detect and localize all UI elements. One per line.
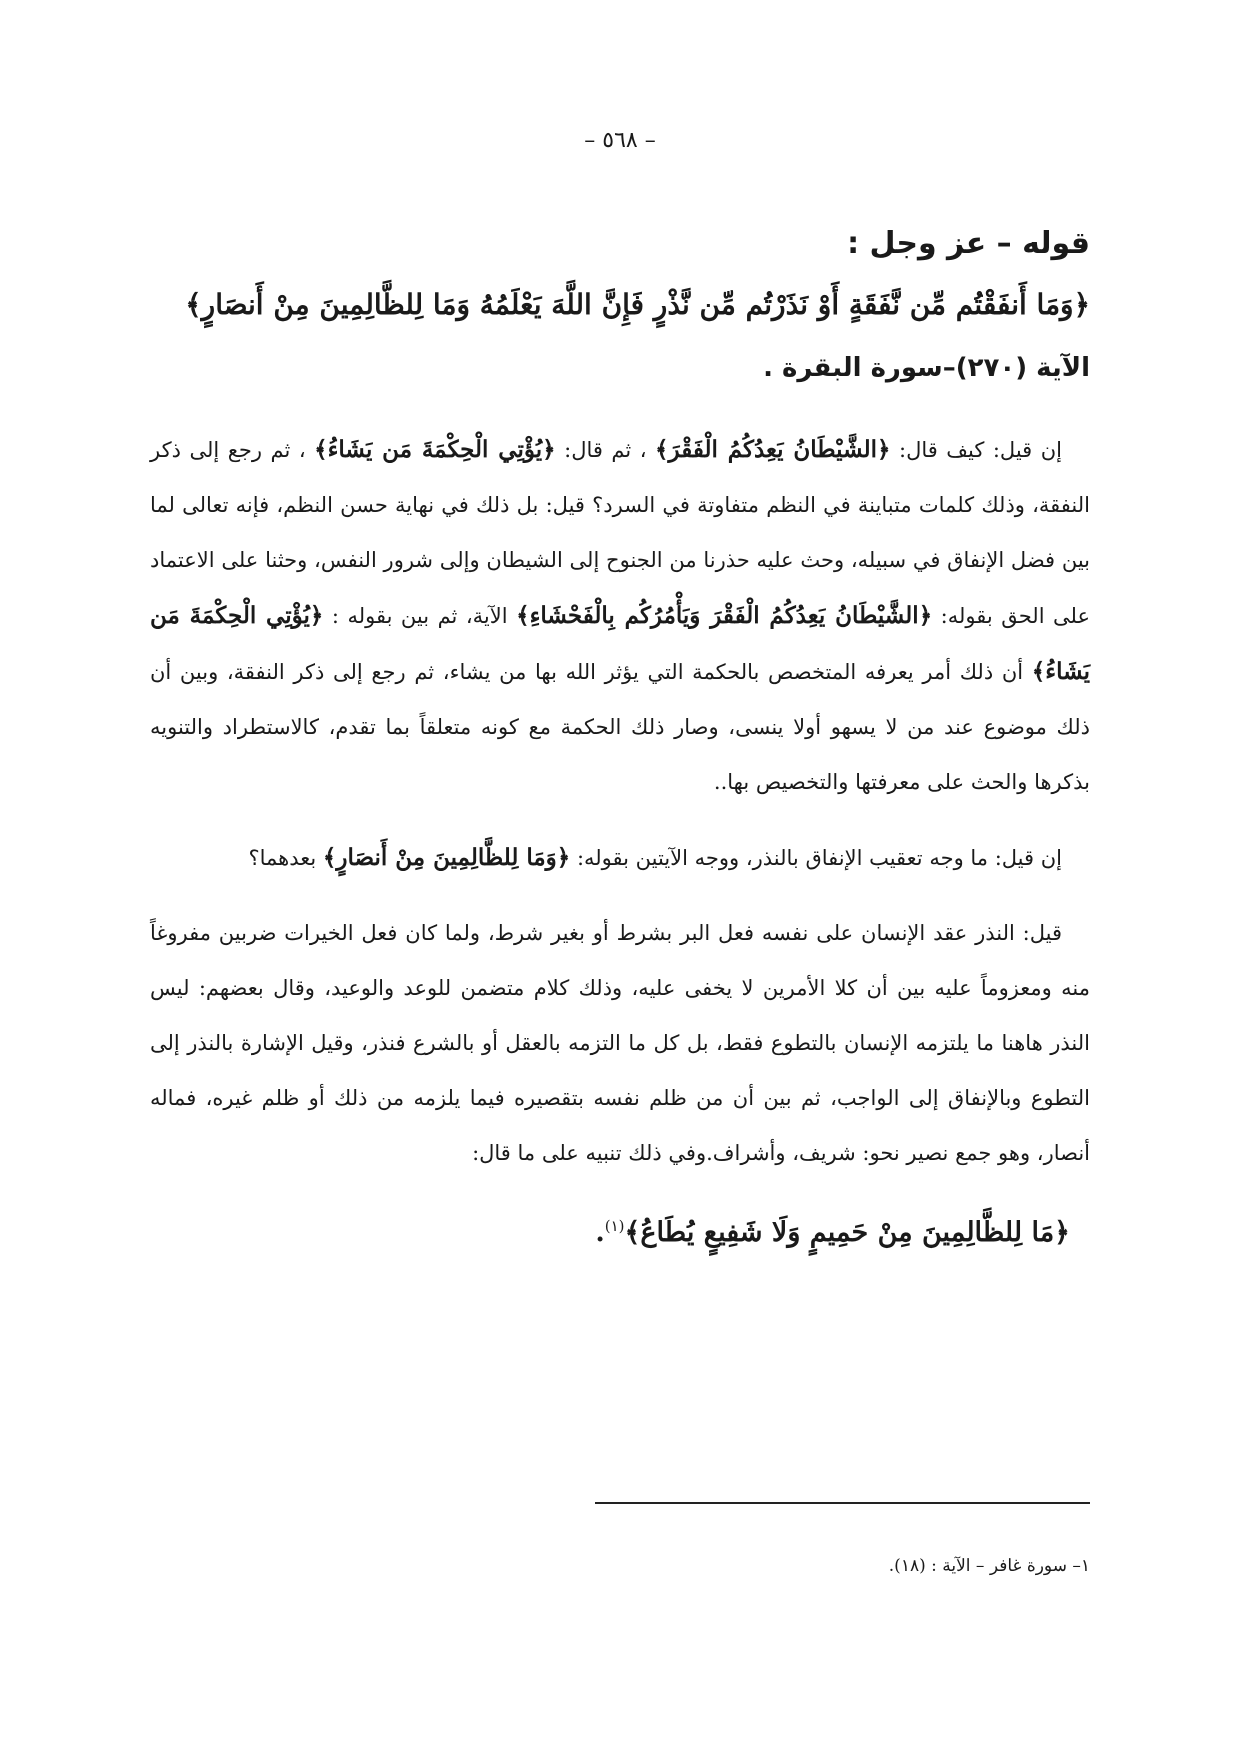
paragraph-3 <box>150 906 1090 1181</box>
paragraph-2 <box>150 830 1090 886</box>
text-run: ، ثم قال: <box>555 438 647 462</box>
paragraph-1 <box>150 422 1090 810</box>
text-run: قيل: النذر عقد الإنسان على نفسه فعل البر بشرط أو بغير شرط، ولما كان فعل الخيرات ضربين مفروغاً منه ومعزوماً عليه بين أن كلا الأمرين لا يخفى عليه، وذلك كلام متضمن للوعد والوعيد، وقال بعضهم: ليس النذر هاهنا ما يلتزمه الإنسان بالتطوع فقط، بل كل ما التزمه بالعقل أو بالشرع فنذر، وقيل الإشارة بالنذر إلى التطوع وبالإنفاق إلى الواجب، ثم بين أن من ظلم نفسه بتقصيره فيما يلزمه من ذلك أو ظلم غيره، فماله أنصار، وهو جمع نصير نحو: شريف، وأشراف.وفي ذلك تنبيه على ما قال: <box>150 921 1090 1165</box>
quoted-verse: ﴿يُؤْتِي الْحِكْمَةَ مَن يَشَاءُ﴾ <box>314 436 556 463</box>
page-content <box>150 220 1090 1258</box>
text-run: بعدهما؟ <box>248 846 317 870</box>
text-run: الآية، ثم بين بقوله : <box>323 604 508 628</box>
verse-reference: الآية (٢٧٠)–سورة البقرة . <box>763 353 1090 383</box>
final-quoted-verse <box>150 1201 1090 1258</box>
quran-verse: ﴿وَمَا أَنفَقْتُم مِّن نَّفَقَةٍ أَوْ نَذَرْتُم مِّن نَّذْرٍ فَإِنَّ اللَّهَ يَعْلَمُهُ وَمَا لِلظَّالِمِينَ مِنْ أَنصَارٍ﴾ <box>185 288 1090 321</box>
text-run: ، ثم رجع إلى ذكر النفقة، وذلك كلمات متباينة في النظم متفاوتة في السرد؟ قيل: بل ذلك في نهاية حسن النظم، فإنه تعالى لما بين فضل الإنفاق في سبيله، وحث عليه حذرنا من الجنوح إلى الشيطان وإلى شرور النفس، وحثنا على الاعتماد على الحق بقوله: <box>150 438 1091 628</box>
verse-text: ﴿مَا لِلظَّالِمِينَ مِنْ حَمِيمٍ وَلَا شَفِيعٍ يُطَاعُ﴾ <box>624 1217 1070 1248</box>
footnote-marker: (١) <box>604 1217 625 1235</box>
footnote: ١– سورة غافر – الآية : (١٨). <box>888 1556 1090 1576</box>
quoted-verse: ﴿يُؤْتِي الْحِكْمَةَ مَن يَشَاءُ﴾ <box>150 602 1090 685</box>
quoted-verse: ﴿الشَّيْطَانُ يَعِدُكُمُ الْفَقْرَ وَيَأْمُرُكُم بِالْفَحْشَاءِ﴾ <box>516 602 933 629</box>
verse-end: . <box>595 1217 605 1248</box>
text-run: إن قيل: كيف قال: <box>890 438 1062 462</box>
footnote-divider <box>595 1502 1090 1504</box>
text-run: إن قيل: ما وجه تعقيب الإنفاق بالنذر، ووجه الآيتين بقوله: <box>570 846 1062 870</box>
quoted-verse: ﴿الشَّيْطَانُ يَعِدُكُمُ الْفَقْرَ﴾ <box>655 436 891 463</box>
page-number: – ٥٦٨ – <box>584 128 656 153</box>
section-heading: قوله – عز وجل : <box>847 226 1090 261</box>
text-run: أن ذلك أمر يعرفه المتخصص بالحكمة التي يؤثر الله بها من يشاء، ثم رجع إلى ذكر النفقة، وبين أن ذلك موضوع عند من لا يسهو أولا ينسى، وصار ذلك الحكمة مع كونه متعلقاً بما تقدم، كالاستطراد والتنويه بذكرها والحث على معرفتها والتخصيص بها.. <box>150 660 1090 794</box>
quoted-verse: ﴿وَمَا لِلظَّالِمِينَ مِنْ أَنصَارٍ﴾ <box>322 844 571 871</box>
